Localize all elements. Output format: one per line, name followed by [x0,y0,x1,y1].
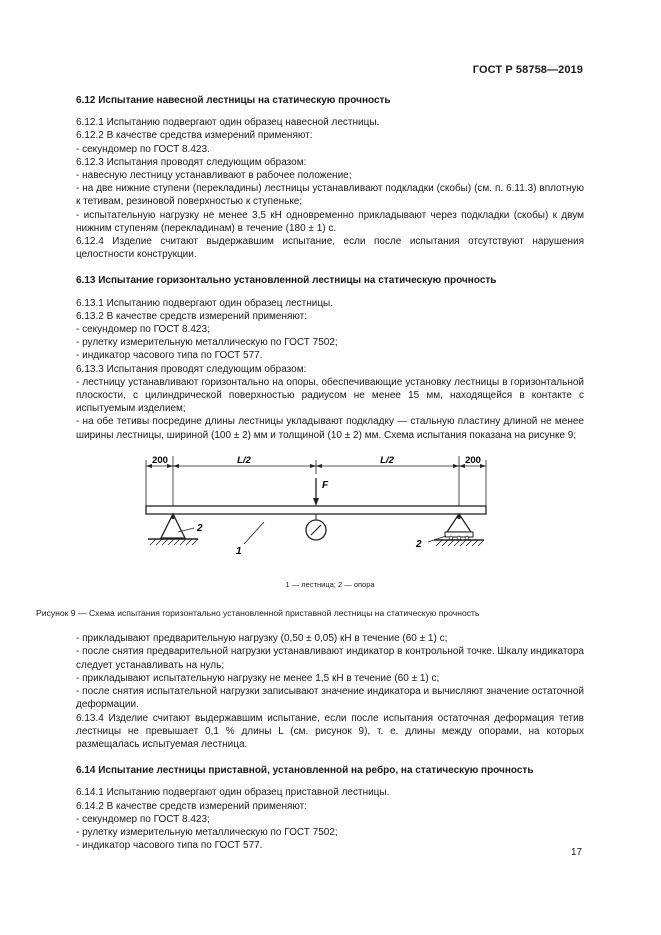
figure-caption: Рисунок 9 — Схема испытания горизонтально установленной приставной лестницы на статическую прочность [36,608,480,619]
paragraph: 6.14.1 Испытанию подвергают один образец приставной лестницы. [76,787,390,799]
figure-legend: 1 — лестница; 2 — опора [285,579,375,589]
paragraph: - индикатор часового типа по ГОСТ 577. [76,350,263,362]
figure-9-diagram [76,446,584,576]
paragraph: 6.12.4 Изделие считают выдержавшим испытание, если после испытания отсутствуют нарушения целостности конструкции. [76,236,584,261]
section-heading: 6.13 Испытание горизонтально установленной лестницы на статическую прочность [76,275,497,287]
paragraph: - прикладывают предварительную нагрузку (0,50 ± 0,05) кН в течение (60 ± 1) с; [76,633,448,645]
paragraph: 6.13.1 Испытанию подвергают один образец лестницы. [76,297,334,309]
paragraph: - испытательную нагрузку не менее 3,5 кН одновременно прикладывают через подкладки (скобы) к двум нижним ступеням (перекладинам) в течение (180 ± 1) с. [76,209,584,234]
section-6-14 [76,764,584,852]
paragraph: - навесную лестницу устанавливают в рабочее положение; [76,170,352,182]
paragraph: 6.12.3 Испытания проводят следующим образом: [76,156,307,168]
paragraph: 6.14.2 В качестве средств измерений применяют: [76,800,308,812]
test-scheme-diagram [76,446,584,576]
paragraph: - после снятия испытательной нагрузки записывают значение индикатора и вычисляют значение остаточной деформации. [76,686,584,711]
section-6-13 [76,274,584,441]
paragraph: - рулетку измерительную металлическую по ГОСТ 7502; [76,826,338,838]
paragraph: 6.13.2 В качестве средств измерений применяют: [76,310,308,322]
paragraph: - секундомер по ГОСТ 8.423. [76,143,210,155]
paragraph: 6.13.4 Изделие считают выдержавшим испытание, если после испытания остаточная деформация тетив лестницы не превышает 0,1 % длины L (см. рисунок 9), т. е. длины между опорами, на которых размещалась испытуемая лестница. [76,712,584,750]
section-heading: 6.14 Испытание лестницы приставной, установленной на ребро, на статическую прочность [76,765,534,777]
page-number: 17 [571,847,583,858]
paragraph: - на две нижние ступени (перекладины) лестницы устанавливают подкладки (скобы) (см. п. 6.11.3) вплотную к тетивам, резиновой поверхностью к ступенькe; [76,183,584,208]
page-content [36,94,584,852]
ladder-beam [146,506,486,514]
paragraph: - индикатор часового типа по ГОСТ 577. [76,840,263,852]
paragraph: - секундомер по ГОСТ 8.423; [76,813,210,825]
paragraph: - лестницу устанавливают горизонтально на опоры, обеспечивающие установку лестницы в горизонтальной плоскости, с цилиндрической поверхностью радиусом не менее 15 мм, находящейся в контакте с испытуемым изделием; [76,376,584,415]
paragraph: - рулетку измерительную металлическую по ГОСТ 7502; [76,337,338,349]
section-6-13-continued [76,632,584,751]
label-support: 2 [197,522,203,534]
paragraph: 6.12.2 В качестве средства измерений применяют: [76,130,313,142]
section-6-12 [76,94,584,261]
paragraph: - на обе тетивы посредине длины лестницы укладывают подкладку — стальную пластину длиной не менее ширины лестницы, шириной (100 ± 2) мм и толщиной (10 ± 2) мм. Схема испытания показана на рисунке 9; [76,416,584,441]
paragraph: - прикладывают испытательную нагрузку не менее 1,5 кН в течение (60 ± 1) с; [76,672,440,684]
dimension-label: L/2 [380,454,394,466]
section-heading: 6.12 Испытание навесной лестницы на статическую прочность [76,95,391,106]
force-label: F [322,479,329,491]
paragraph: - после снятия предварительной нагрузки устанавливают индикатор в контрольной точке. Шкалу индикатора следует устанавливать на нуль; [76,646,584,671]
dimension-label: L/2 [237,454,251,466]
paragraph: - секундомер по ГОСТ 8.423; [76,324,210,336]
paragraph: 6.13.3 Испытания проводят следующим образом: [76,363,307,375]
label-ladder: 1 [236,545,242,557]
dimension-label: 200 [152,454,168,466]
dimension-label: 200 [465,454,481,466]
paragraph: 6.12.1 Испытанию подвергают один образец навесной лестницы. [76,117,380,129]
label-support: 2 [416,538,422,550]
document-id: ГОСТ Р 58758—2019 [472,64,583,76]
